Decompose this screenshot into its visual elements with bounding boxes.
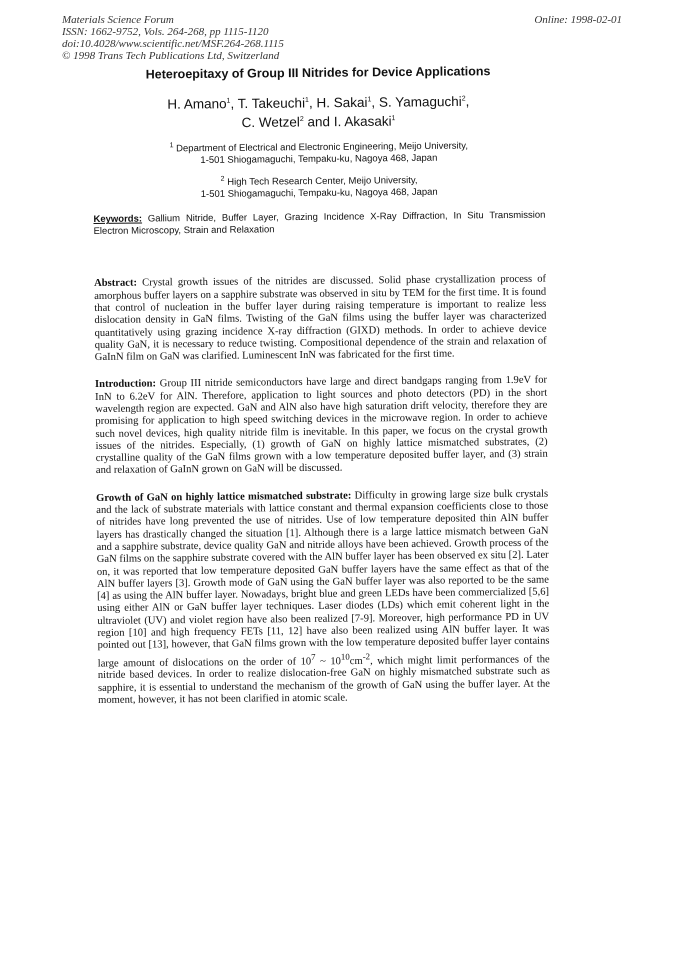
abstract-text: Crystal growth issues of the nitrides are discussed. Solid phase crystallization process of amorphous buffer layers on a sapphire substrate was observed in situ by TEM for the first time. It is found that control of nucleation in the buffer layer during raising temperature is important to realize less dislocation density in GaN films. Twisting of the GaN films using the buffer layer was characterized quantitatively using grazing incidence X-ray diffraction (GIXD) methods. In order to achieve device quality GaN, it is necessary to reduce twisting. Compositional dependence of the strain and relaxation of GaInN film on GaN was clarified. Luminescent InN was fabricated for the first time. [94, 273, 547, 364]
growth-text-part1: Difficulty in growing large size bulk crystals and the lack of substrate materials with lattice constant and thermal expansion coefficients close to those of nitrides have long prevented the use of nitrides. Use of low temperature deposited thin AlN buffer layers has drastically changed the situation [1]. Although there is a large lattice mismatch between GaN and a sapphire substrate, device quality GaN and nitride alloys have been achieved. Growth process of the GaN films on the sapphire substrate covered with the AlN buffer layer has been observed ex situ [2]. Later on, it was reported that low temperature deposited GaN buffer layers have the same effect as that of the AlN buffer layers [3]. Growth mode of GaN using the GaN buffer layer was also reported to be the same [4] as using the AlN buffer layer. Nowadays, bright blue and green LEDs have been commercialized [5,6] using either AlN or GaN buffer layer techniques. Laser diodes (LDs) which emit coherent light in the ultraviolet (UV) and violet region have also been realized [7-9]. Moreover, high performance PD in UV region [10] and high frequency FETs [11, 12] have also been realized using AlN buffer layer. It was pointed out [13], however, that GaN films grown with the low temperature deposited buffer layer contains large amount of dislocations on the order of 10 [96, 488, 550, 670]
keywords-section [93, 210, 545, 238]
introduction-paragraph [95, 375, 548, 478]
abstract-label: Abstract: [94, 277, 138, 290]
publication-header [62, 14, 622, 62]
online-date: Online: 1998-02-01 [534, 14, 622, 26]
author-affiliation-mark: 2 [461, 95, 466, 103]
introduction-label: Introduction: [94, 378, 157, 391]
introduction-text: Group III nitride semiconductors have large and direct bandgaps ranging from 1.9eV for InN to 6.2eV for AlN. Therefore, application to light sources and photo detectors (PD) in the short wavelength region are expected. GaN and AlN also have high saturation drift velocity, therefore they are promising for application to high speed switching devices in the microwave region. In order to achieve such novel devices, high quality nitride film is inevitable. In this paper, we focus on the crystal growth issues of the nitrides. Especially, (1) growth of GaN on highly lattice mismatched substrates, (2) crystalline quality of the GaN films grown with a low temperature deposited buffer layer, and (3) strain and relaxation of GaInN grown on GaN will be discussed. [95, 375, 548, 477]
abstract-paragraph [94, 274, 547, 364]
growth-text-part2: , which might limit performances of the nitride based devices. In order to realize dislocation-free GaN on highly mismatched substrate such as sapphire, it is essential to understand the mechanism of the growth of GaN using the buffer layer. At the moment, however, it has not been clarified in atomic scale. [97, 653, 550, 707]
author-affiliation-mark: 1 [391, 114, 396, 122]
author-name: H. Amano [167, 96, 227, 112]
author-affiliation-mark: 1 [367, 96, 372, 104]
author-affiliation-mark: 1 [226, 97, 231, 105]
affiliation-line: High Tech Research Center, Meijo University, [227, 175, 418, 189]
unit-exponent: -2 [362, 650, 371, 662]
affiliation-number: 2 [220, 175, 225, 183]
keywords-label: Keywords: [93, 213, 143, 226]
issn-line: ISSN: 1662-9752, Vols. 264-268, pp 1115-1120 [62, 26, 269, 38]
author-name: I. Akasaki [333, 113, 392, 129]
author-name: C. Wetzel [241, 114, 300, 130]
growth-text-range: ~ 10 [315, 655, 341, 668]
doi-line: doi:10.4028/www.scientific.net/MSF.264-268.1115 [62, 38, 284, 50]
paper-title: Heteroepitaxy of Group III Nitrides for Device Applications [145, 64, 491, 82]
exponent-low: 7 [311, 651, 316, 662]
author-affiliation-mark: 1 [304, 96, 309, 104]
affiliation-number: 1 [169, 142, 174, 150]
affiliation-1 [93, 137, 545, 168]
author-name: H. Sakai [316, 94, 368, 111]
author-name: T. Takeuchi [237, 95, 306, 112]
exponent-high: 10 [340, 651, 350, 662]
affiliation-address: 1-501 Shiogamaguchi, Tempaku-ku, Nagoya 468, Japan [200, 187, 438, 201]
affiliation-address: 1-501 Shiogamaguchi, Tempaku-ku, Nagoya 468, Japan [200, 152, 438, 167]
copyright-line: © 1998 Trans Tech Publications Ltd, Switzerland [62, 50, 280, 62]
growth-section-heading: Growth of GaN on highly lattice mismatched substrate: [96, 490, 352, 504]
growth-section-paragraph [96, 488, 550, 707]
growth-unit: cm [349, 655, 363, 667]
paper-body [92, 64, 550, 723]
keywords-text: Gallium Nitride, Buffer Layer, Grazing Incidence X-Ray Diffraction, In Situ Transmission Electron Microscopy, Strain and Relaxation [93, 209, 546, 238]
affiliation-line: Department of Electrical and Electronic Engineering, Meijo University, [176, 140, 469, 155]
author-name: S. Yamaguchi [378, 93, 462, 110]
author-affiliation-mark: 2 [299, 115, 304, 123]
author-list: H. Amano$^1$, T. Takeuchi$^1$, H. Sakai$^1$, S. Yamaguchi$^2$, C. Wetzel$^2$ and I. Akasaki$^1$ [167, 93, 470, 130]
journal-name: Materials Science Forum [62, 14, 174, 26]
affiliation-2 [93, 171, 545, 202]
